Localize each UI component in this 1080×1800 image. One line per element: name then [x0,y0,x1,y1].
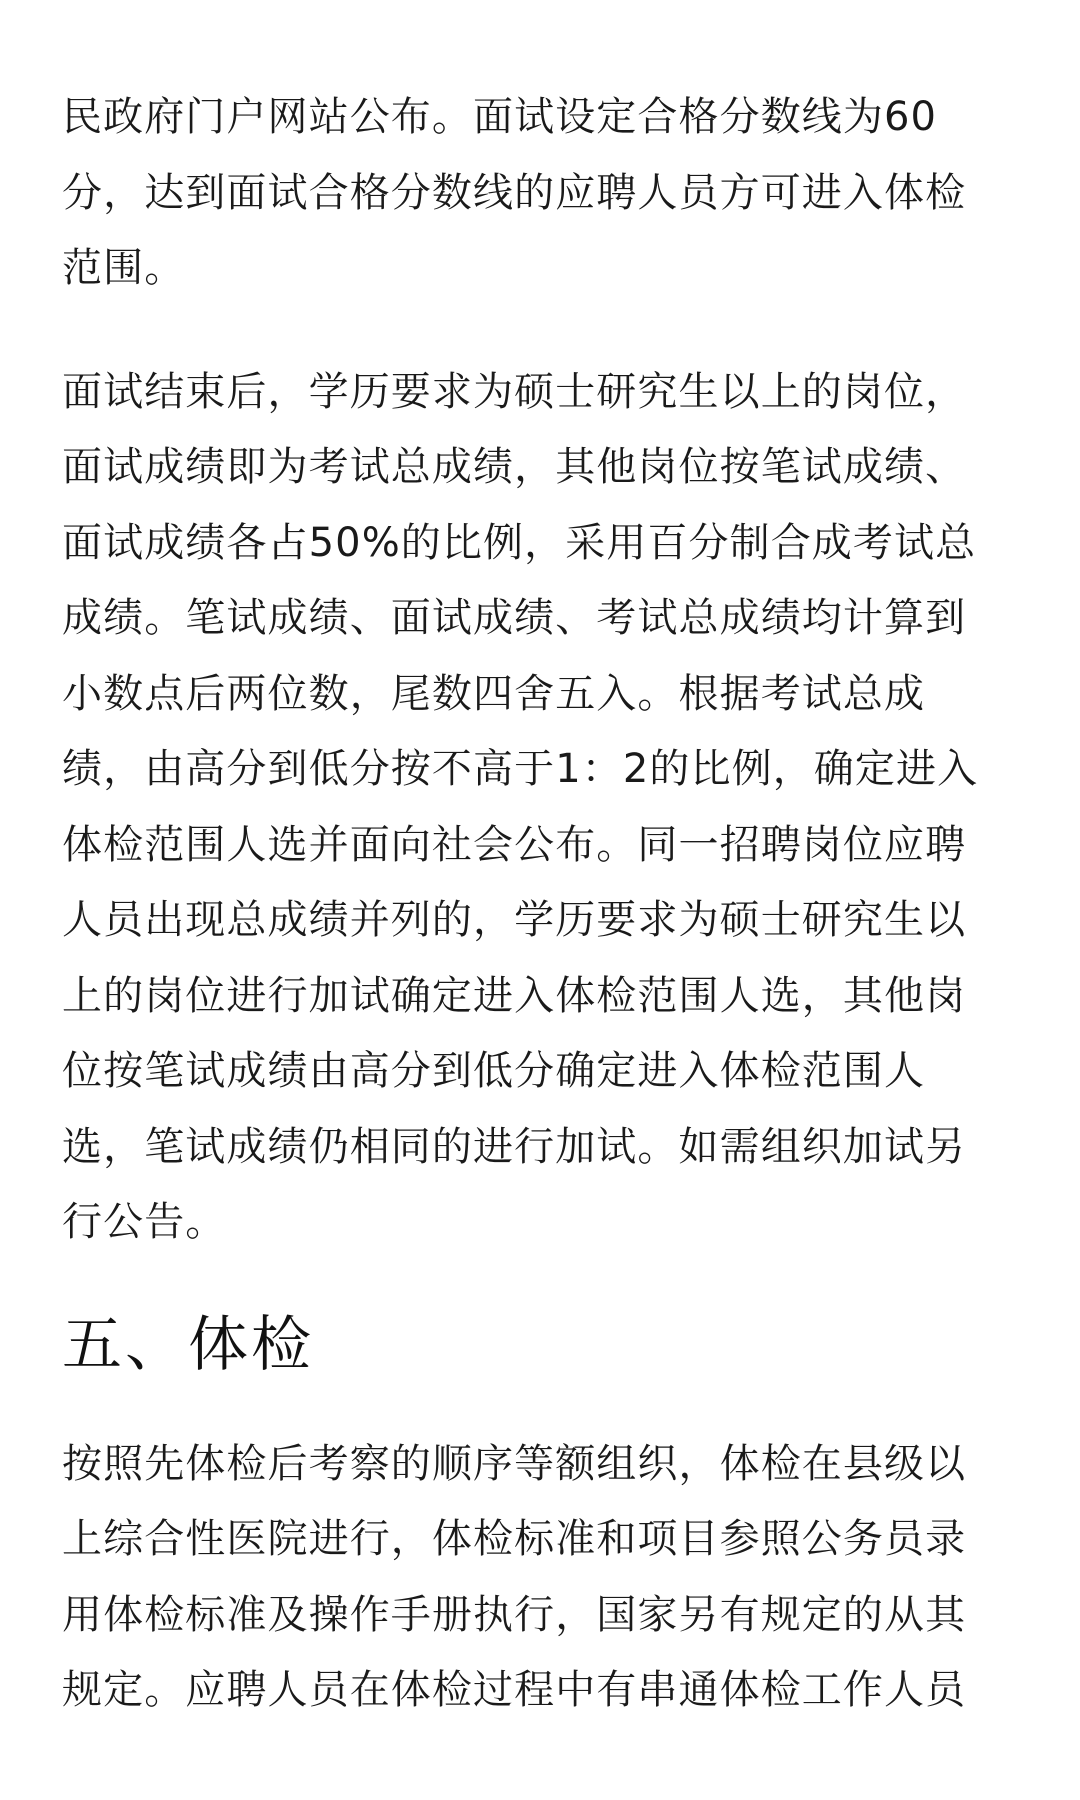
paragraph-physical-exam [62,1427,1020,1729]
text-line: 面试结束后，学历要求为硕士研究生以上的岗位， [62,368,967,415]
text-line: 小数点后两位数，尾数四舍五入。根据考试总成 [62,670,926,717]
text-line: 体检范围人选并面向社会公布。同一招聘岗位应聘 [62,821,967,868]
text-line: 民政府门户网站公布。面试设定合格分数线为60 [62,94,938,140]
paragraph-spacer [62,307,1020,355]
section-heading-physical-exam: 五、体检 [62,1309,314,1380]
paragraph-interview-pass-line [62,80,1020,307]
text-line: 成绩。笔试成绩、面试成绩、考试总成绩均计算到 [62,595,967,641]
text-line: 绩，由高分到低分按不高于1：2的比例，确定进入 [62,746,979,792]
text-line: 用体检标准及操作手册执行，国家另有规定的从其 [62,1591,967,1638]
text-line: 规定。应聘人员在体检过程中有串通体检工作人员 [62,1667,967,1713]
text-line: 面试成绩即为考试总成绩，其他岗位按笔试成绩、 [62,444,967,490]
text-line: 上综合性医院进行，体检标准和项目参照公务员录 [62,1516,967,1562]
paragraph-total-score [62,355,1020,1261]
text-line: 位按笔试成绩由高分到低分确定进入体检范围人 [62,1048,926,1094]
text-line: 分，达到面试合格分数线的应聘人员方可进入体检 [62,169,967,216]
text-line: 行公告。 [62,1199,227,1245]
text-line: 上的岗位进行加试确定进入体检范围人选，其他岗 [62,972,967,1019]
text-line: 人员出现总成绩并列的，学历要求为硕士研究生以 [62,897,967,943]
text-line: 按照先体检后考察的顺序等额组织，体检在县级以 [62,1440,967,1487]
text-line: 范围。 [62,245,186,291]
text-line: 选，笔试成绩仍相同的进行加试。如需组织加试另 [62,1123,967,1170]
text-line: 面试成绩各占50%的比例，采用百分制合成考试总 [62,519,977,566]
